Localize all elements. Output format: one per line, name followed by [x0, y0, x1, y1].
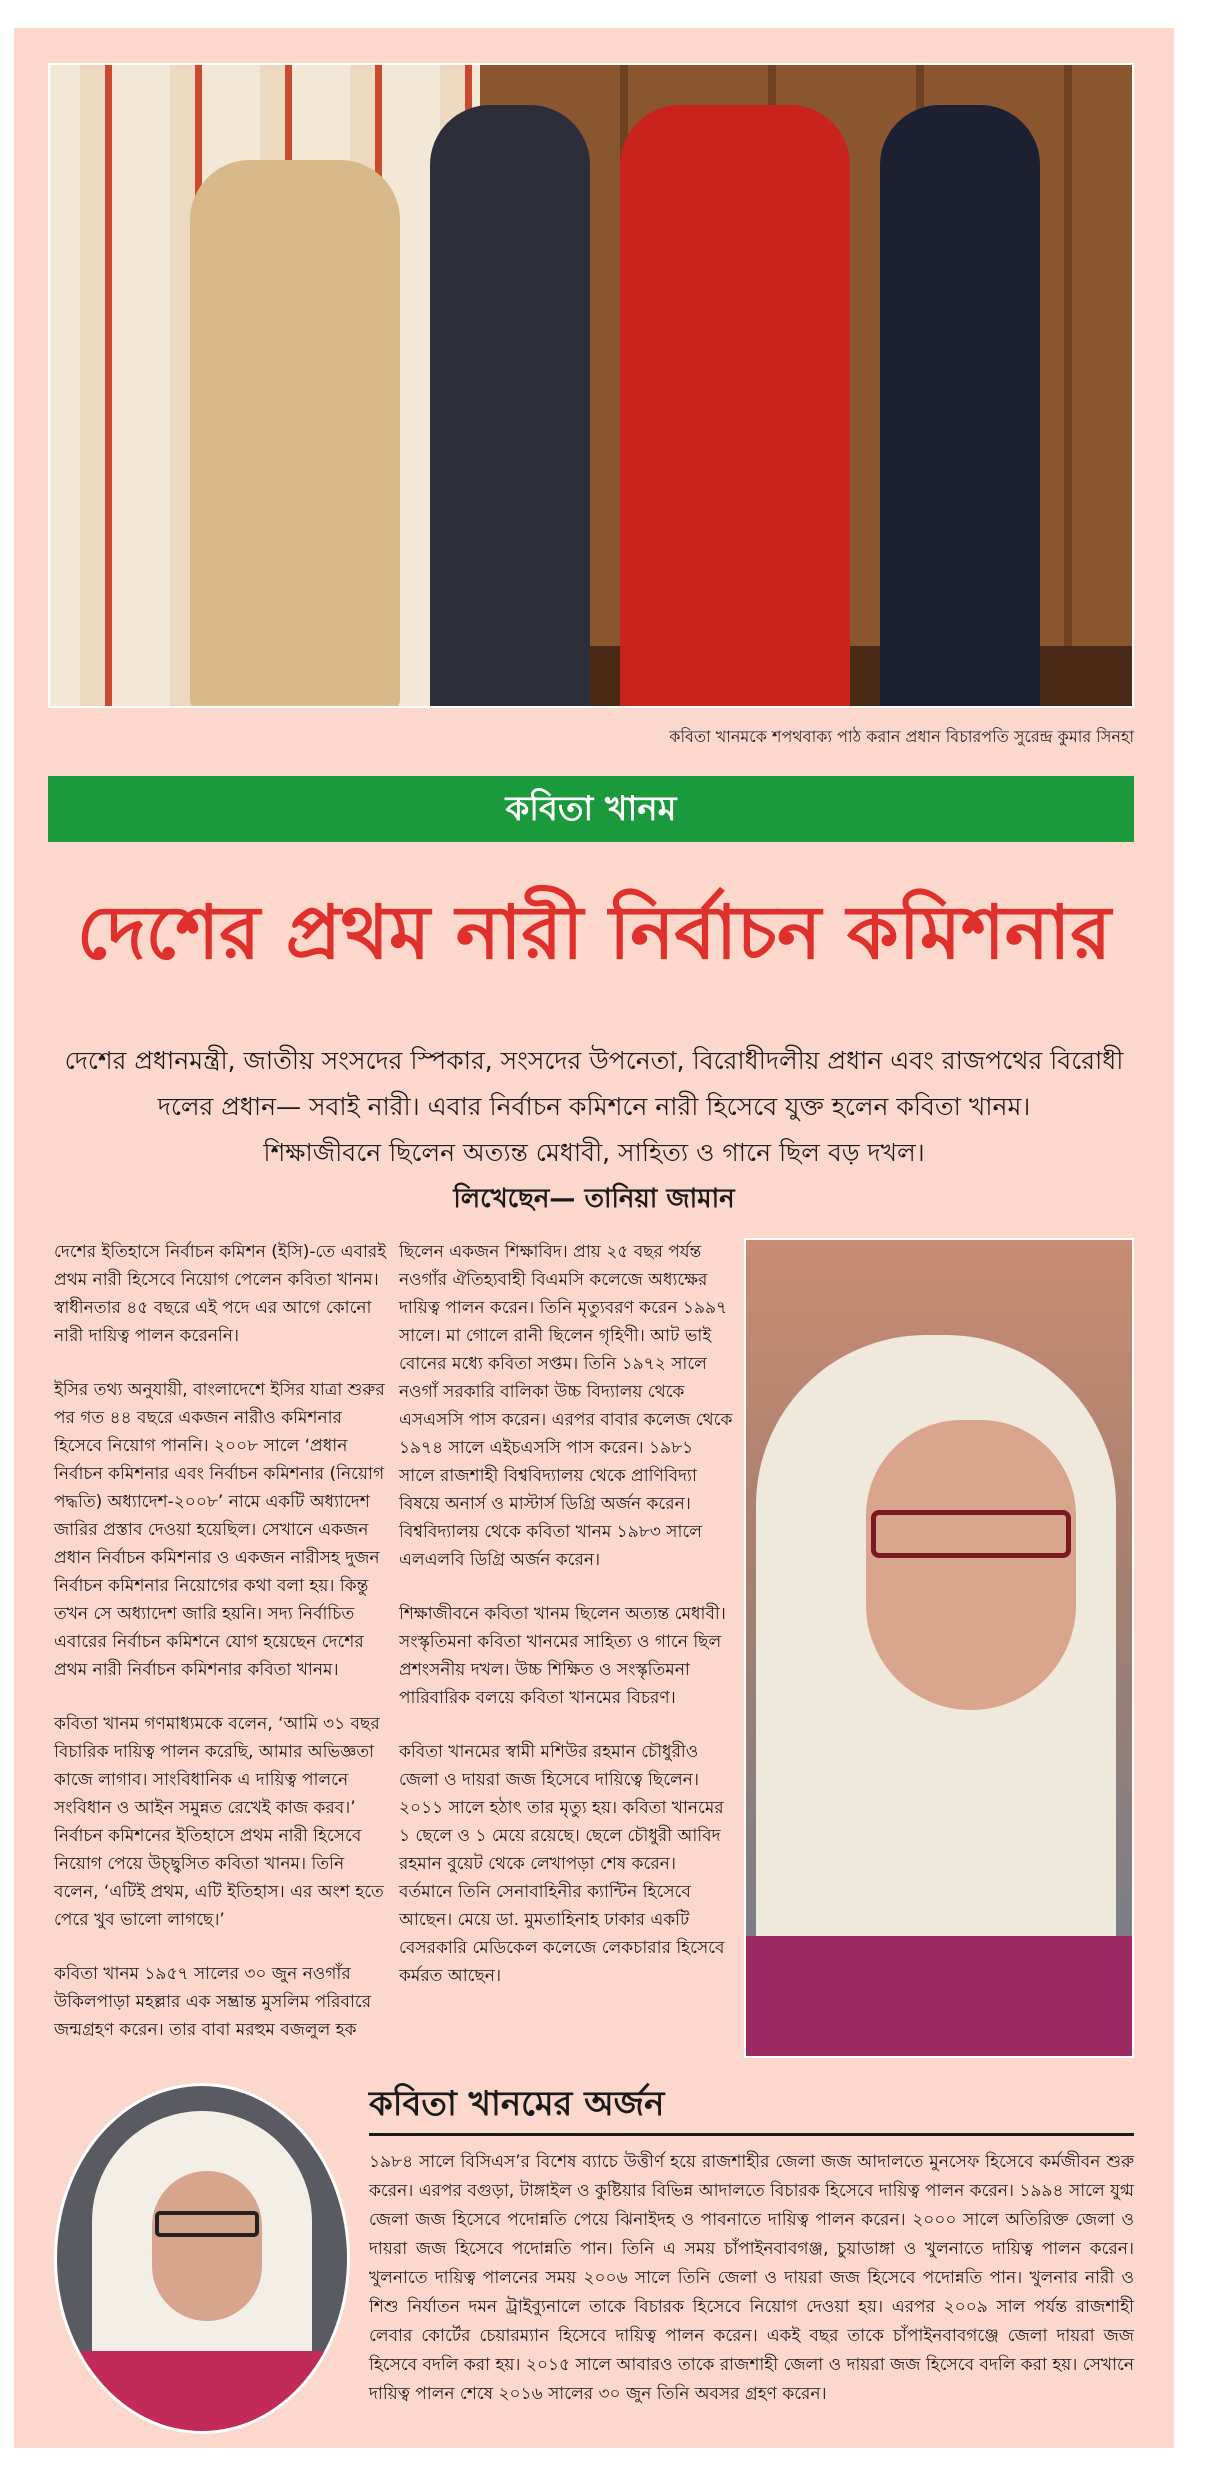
byline-author: তানিয়া জামান — [584, 1184, 735, 1214]
byline-prefix: লিখেছেন— — [453, 1184, 585, 1214]
paragraph: কবিতা খানমের স্বামী মশিউর রহমান চৌধুরীও জেলা ও দায়রা জজ হিসেবে দায়িত্বে ছিলেন। ২০১১ সালে হঠাৎ তার মৃত্যু হয়। কবিতা খানমের ১ ছেলে ও ১ মেয়ে রয়েছে। ছেলে চৌধুরী আবিদ রহমান বুয়েট থেকে লেখাপড়া শেষ করেন। বর্তমানে তিনি সেনাবাহিনীর ক্যান্টিন হিসেবে আছেন। মেয়ে ডা. মুমতাহিনাহ ঢাকার একটি বেসরকারি মেডিকেল কলেজে লেকচারার হিসেবে কর্মরত আছেন। — [399, 1742, 725, 1986]
paragraph: কবিতা খানম ১৯৫৭ সালের ৩০ জুন নওগাঁর উকিলপাড়া মহল্লার এক সম্ভ্রান্ত মুসলিম পরিবারে জন্মগ্রহণ করেন। তার বাবা মরহুম বজলুল হক — [54, 1964, 372, 2040]
article-column-2 — [399, 1238, 734, 2016]
newspaper-page — [14, 28, 1174, 2448]
photo-caption: কবিতা খানমকে শপথবাক্য পাঠ করান প্রধান বিচারপতি সুরেন্দ্র কুমার সিনহা — [669, 727, 1134, 746]
paragraph: শিক্ষাজীবনে কবিতা খানম ছিলেন অত্যন্ত মেধাবী। সংস্কৃতিমনা কবিতা খানমের সাহিত্য ও গানে ছিল প্রশংসনীয় দখল। উচ্চ শিক্ষিত ও সংস্কৃতিমনা পারিবারিক বলয়ে কবিতা খানমের বিচরণ। — [399, 1604, 726, 1708]
achievements-divider — [369, 2133, 1134, 2136]
name-banner: কবিতা খানম — [48, 776, 1134, 842]
headline: দেশের প্রথম নারী নির্বাচন কমিশনার — [76, 890, 1112, 976]
intro-line-2: শিক্ষাজীবনে ছিলেন অত্যন্ত মেধাবী, সাহিত্য ও গানে ছিল বড় দখল। — [263, 1138, 925, 1167]
article-column-1 — [54, 1238, 389, 2070]
oath-ceremony-photo — [48, 63, 1134, 708]
paragraph: ছিলেন একজন শিক্ষাবিদ। প্রায় ২৫ বছর পর্যন্ত নওগাঁর ঐতিহ্যবাহী বিএমসি কলেজে অধ্যক্ষের দায়িত্ব পালন করেন। তিনি মৃত্যুবরণ করেন ১৯৯৭ সালে। মা গোলে রানী ছিলেন গৃহিণী। আট ভাই বোনের মধ্যে কবিতা সপ্তম। তিনি ১৯৭২ সালে নওগাঁ সরকারি বালিকা উচ্চ বিদ্যালয় থেকে এসএসসি পাস করেন। এরপর বাবার কলেজ থেকে ১৯৭৪ সালে এইচএসসি পাস করেন। ১৯৮১ সালে রাজশাহী বিশ্ববিদ্যালয় থেকে প্রাণিবিদ্যা বিষয়ে অনার্স ও মাস্টার্স ডিগ্রি অর্জন করেন। বিশ্ববিদ্যালয় থেকে কবিতা খানম ১৯৮৩ সালে এলএলবি ডিগ্রি অর্জন করেন। — [399, 1242, 733, 1570]
oval-portrait-photo — [54, 2083, 350, 2434]
achievements-body: ১৯৮৪ সালে বিসিএস’র বিশেষ ব্যাচে উত্তীর্ণ হয়ে রাজশাহীর জেলা জজ আদালতে মুনসেফ হিসেবে কর্মজীবন শুরু করেন। এরপর বগুড়া, টাঙ্গাইল ও কুষ্টিয়ার বিভিন্ন আদালতে বিচারক হিসেবে দায়িত্ব পালন করেন। ১৯৯৪ সালে যুগ্ম জেলা জজ হিসেবে পদোন্নতি পেয়ে ঝিনাইদহ ও পাবনাতে দায়িত্ব পালন করেন। ২০০০ সালে অতিরিক্ত জেলা ও দায়রা জজ হিসেবে পদোন্নতি পান। তিনি এ সময় চাঁপাইনবাবগঞ্জ, চুয়াডাঙ্গা ও খুলনাতে দায়িত্ব পালন করেন। খুলনাতে দায়িত্ব পালনের সময় ২০০৬ সালে তিনি জেলা ও দায়রা জজ হিসেবে পদোন্নতি পান। খুলনার নারী ও শিশু নির্যাতন দমন ট্রাইব্যুনালে তাকে বিচারক হিসেবে নিয়োগ দেওয়া হয়। এরপর ২০০৯ সাল পর্যন্ত রাজশাহী লেবার কোর্টের চেয়ারম্যান হিসেবে দায়িত্ব পালন করেন। একই বছর তাকে চাঁপাইনবাবগঞ্জে জেলা দায়রা জজ হিসেবে বদলি করা হয়। ২০১৫ সালে আবারও তাকে রাজশাহী জেলা ও দায়রা জজ হিসেবে বদলি করা হয়। সেখানে দায়িত্ব পালন শেষে ২০১৬ সালের ৩০ জুন তিনি অবসর গ্রহণ করেন। — [369, 2152, 1134, 2404]
paragraph: দেশের ইতিহাসে নির্বাচন কমিশন (ইসি)-তে এবারই প্রথম নারী হিসেবে নিয়োগ পেলেন কবিতা খানম। স্বাধীনতার ৪৫ বছরে এই পদে এর আগে কোনো নারী দায়িত্ব পালন করেননি। — [54, 1242, 387, 1346]
paragraph: কবিতা খানম গণমাধ্যমকে বলেন, ‘আমি ৩১ বছর বিচারিক দায়িত্ব পালন করেছি, আমার অভিজ্ঞতা কাজে লাগাব। সাংবিধানিক এ দায়িত্ব পালনে সংবিধান ও আইন সমুন্নত রেখেই কাজ করব।’ নির্বাচন কমিশনের ইতিহাসে প্রথম নারী হিসেবে নিয়োগ পেয়ে উচ্ছ্বসিত কবিতা খানম। তিনি বলেন, ‘এটিই প্রথম, এটি ইতিহাস। এর অংশ হতে পেরে খুব ভালো লাগছে।’ — [54, 1714, 384, 1930]
intro-text — [54, 1038, 1134, 1176]
byline — [14, 1178, 1174, 1222]
intro-line-1: দেশের প্রধানমন্ত্রী, জাতীয় সংসদের স্পিকার, সংসদের উপনেতা, বিরোধীদলীয় প্রধান এবং রাজপথের বিরোধী দলের প্রধান— সবাই নারী। এবার নির্বাচন কমিশনে নারী হিসেবে যুক্ত হলেন কবিতা খানম। — [64, 1046, 1124, 1121]
portrait-photo — [744, 1238, 1134, 2058]
achievements-title: কবিতা খানমের অর্জন — [369, 2084, 665, 2124]
paragraph: ইসির তথ্য অনুযায়ী, বাংলাদেশে ইসির যাত্রা শুরুর পর গত ৪৪ বছরে একজন নারীও কমিশনার হিসেবে নিয়োগ পাননি। ২০০৮ সালে ‘প্রধান নির্বাচন কমিশনার এবং নির্বাচন কমিশনার (নিয়োগ পদ্ধতি) অধ্যাদেশ-২০০৮’ নামে একটি অধ্যাদেশ জারির প্রস্তাব দেওয়া হয়েছিল। সেখানে একজন প্রধান নির্বাচন কমিশনার ও একজন নারীসহ দুজন নির্বাচন কমিশনার নিয়োগের কথা বলা হয়। কিন্তু তখন সে অধ্যাদেশ জারি হয়নি। সদ্য নির্বাচিত এবারের নির্বাচন কমিশনে যোগ হয়েছেন দেশের প্রথম নারী নির্বাচন কমিশনার কবিতা খানম। — [54, 1380, 385, 1680]
